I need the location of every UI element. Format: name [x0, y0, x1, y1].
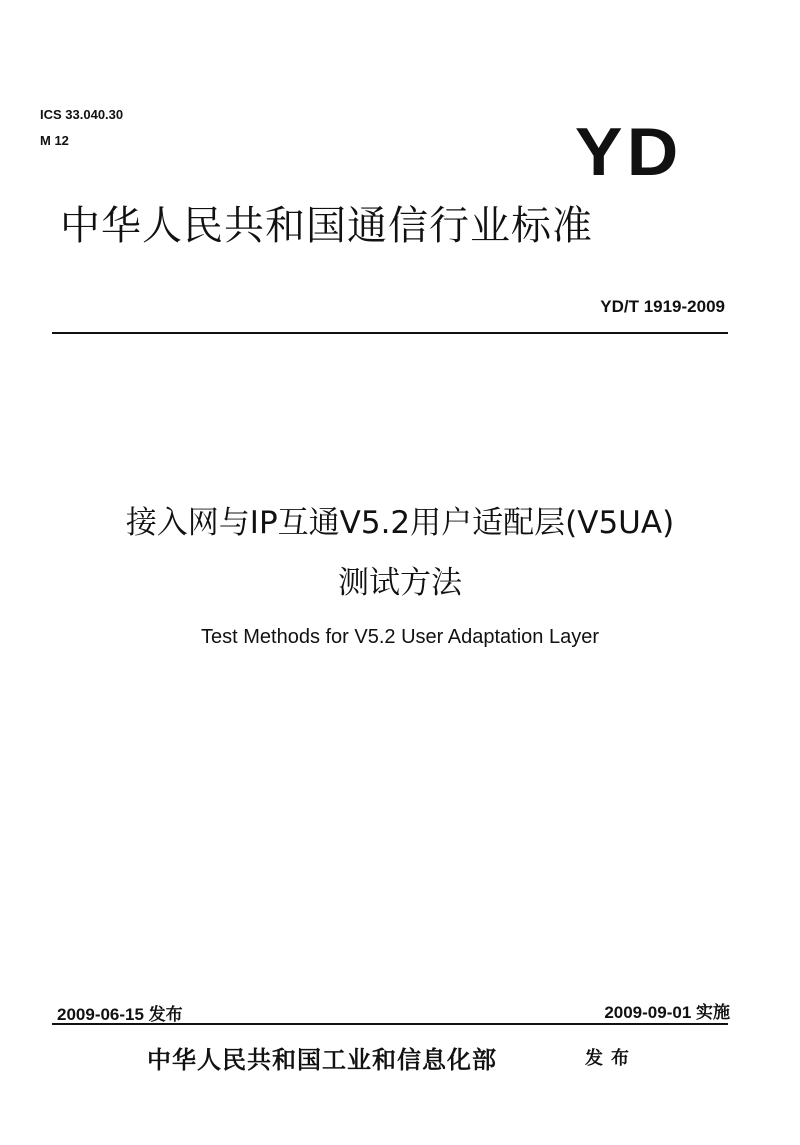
- publish-word: 发布: [585, 1048, 637, 1069]
- standard-title: 中华人民共和国通信行业标准: [60, 203, 593, 249]
- publisher: 中华人民共和国工业和信息化部: [147, 1045, 497, 1074]
- document-title-line1: 接入网与IP互通V5.2用户适配层(V5UA): [125, 505, 675, 541]
- standard-number: YD/T 1919-2009: [600, 297, 725, 316]
- bottom-divider: [52, 1023, 728, 1025]
- top-divider: [52, 332, 728, 334]
- implementation-date: 2009-09-01 实施: [604, 1003, 730, 1022]
- yd-logo: YD: [574, 114, 682, 190]
- issue-date: 2009-06-15 发布: [57, 1005, 183, 1024]
- document-title-english: Test Methods for V5.2 User Adaptation Layer: [201, 626, 599, 648]
- classification-code: M 12: [40, 133, 69, 148]
- document-title-line2: 测试方法: [338, 565, 462, 601]
- ics-code: ICS 33.040.30: [40, 107, 124, 122]
